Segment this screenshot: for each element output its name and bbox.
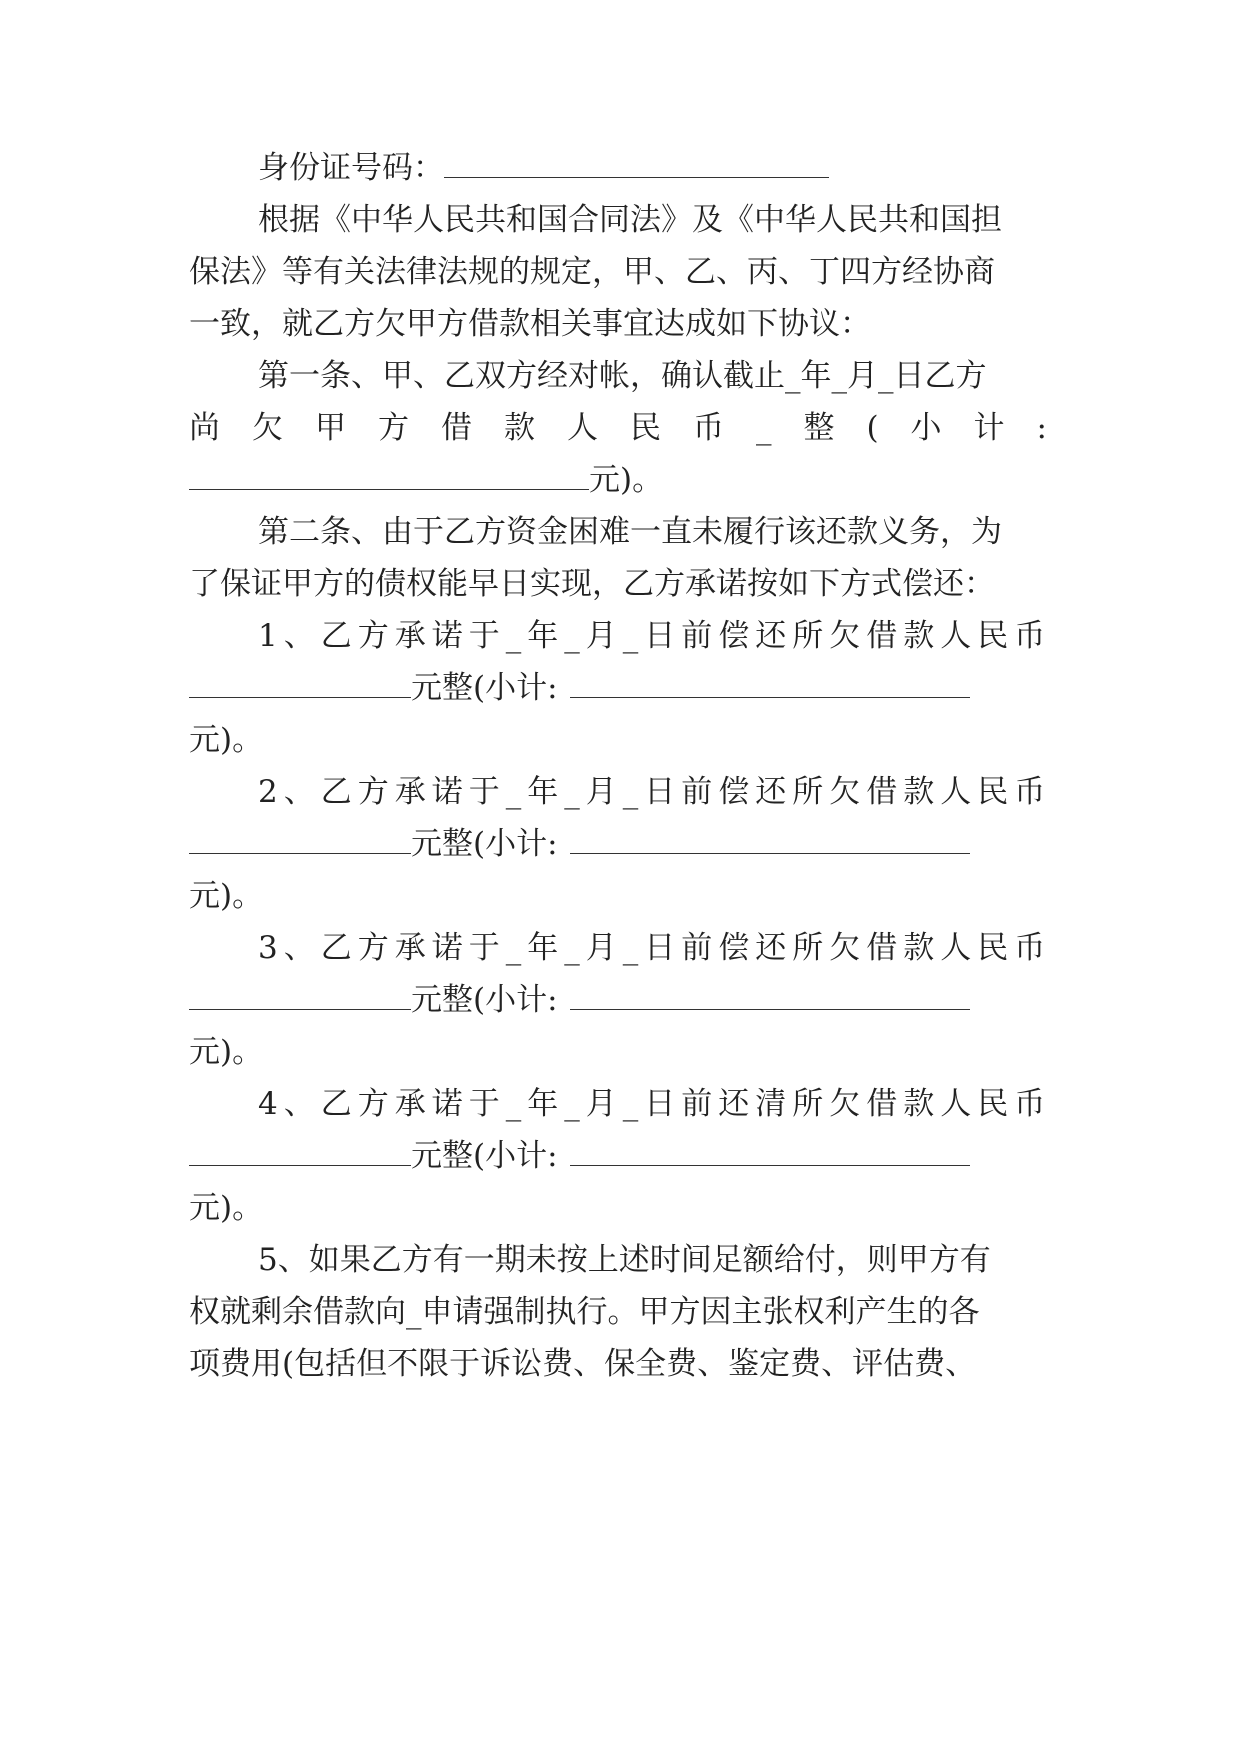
installment-4-line-2	[189, 1136, 1053, 1176]
article1-line-2-text: 尚欠甲方借款人民币_整(小计:	[189, 410, 1053, 446]
installment-2-line-3: 元)。	[189, 878, 264, 914]
installment-1-amount-blank	[189, 671, 411, 698]
installment-4-mid: 元整(小计:	[411, 1138, 558, 1174]
installment-1-line-2	[189, 668, 1053, 708]
preamble-line-3: 一致，就乙方欠甲方借款相关事宜达成如下协议：	[189, 306, 871, 342]
article1-line-3-end: 元)。	[589, 462, 664, 498]
article2-line-1: 第二条、由于乙方资金困难一直未履行该还款义务，为	[258, 514, 1002, 550]
installment-3-mid: 元整(小计:	[411, 982, 558, 1018]
installment-2-line-1: 2、乙方承诺于_年_月_日前偿还所欠借款人民币	[258, 774, 1052, 810]
preamble-line-2: 保法》等有关法律法规的规定，甲、乙、丙、丁四方经协商	[189, 254, 995, 290]
installment-3-amount-blank	[189, 983, 411, 1010]
article1-line-3	[189, 460, 1053, 500]
article1-line-2	[189, 408, 1053, 448]
id-number-blank	[444, 151, 829, 178]
installment-4-line-1: 4、乙方承诺于_年_月_日前还清所欠借款人民币	[258, 1086, 1052, 1122]
installment-4-line-3: 元)。	[189, 1190, 264, 1226]
installment-1-line-1: 1、乙方承诺于_年_月_日前偿还所欠借款人民币	[258, 618, 1052, 654]
installment-2-line-2	[189, 824, 1053, 864]
id-number-line	[258, 148, 1053, 188]
installment-2-amount-blank	[189, 827, 411, 854]
clause5-line-3: 项费用(包括但不限于诉讼费、保全费、鉴定费、评估费、	[189, 1346, 977, 1382]
article1-line-1: 第一条、甲、乙双方经对帐，确认截止_年_月_日乙方	[258, 358, 987, 394]
installment-1-line-3: 元)。	[189, 722, 264, 758]
installment-2-mid: 元整(小计:	[411, 826, 558, 862]
installment-3-line-3: 元)。	[189, 1034, 264, 1070]
installment-1-mid: 元整(小计:	[411, 670, 558, 706]
clause5-line-1: 5、如果乙方有一期未按上述时间足额给付，则甲方有	[258, 1242, 991, 1278]
installment-3-line-2	[189, 980, 1053, 1020]
article1-subtotal-blank	[189, 463, 589, 490]
installment-1-subtotal-blank	[570, 671, 970, 698]
installment-3-subtotal-blank	[570, 983, 970, 1010]
installment-3-line-1: 3、乙方承诺于_年_月_日前偿还所欠借款人民币	[258, 930, 1052, 966]
installment-4-subtotal-blank	[570, 1139, 970, 1166]
clause5-line-2: 权就剩余借款向_申请强制执行。甲方因主张权利产生的各	[189, 1294, 980, 1330]
id-number-label: 身份证号码：	[258, 150, 444, 186]
preamble-line-1: 根据《中华人民共和国合同法》及《中华人民共和国担	[258, 202, 1002, 238]
installment-4-amount-blank	[189, 1139, 411, 1166]
article2-line-2: 了保证甲方的债权能早日实现，乙方承诺按如下方式偿还：	[189, 566, 995, 602]
installment-2-subtotal-blank	[570, 827, 970, 854]
